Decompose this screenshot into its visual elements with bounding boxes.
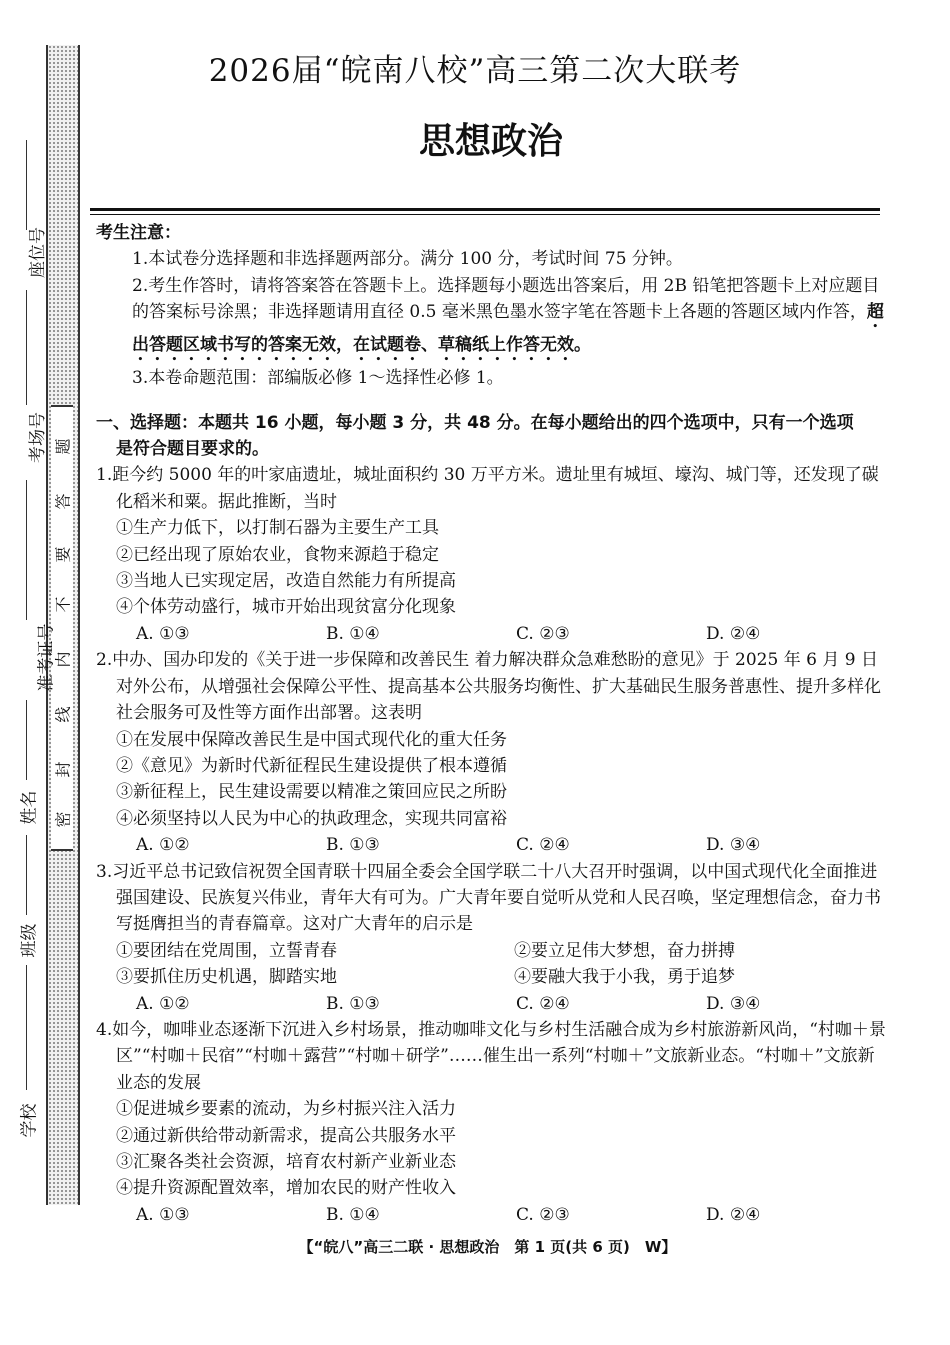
option-c[interactable]: C. ②④ — [516, 835, 570, 856]
option-d[interactable]: D. ②④ — [706, 1204, 761, 1225]
question-1 — [96, 462, 886, 647]
section-heading: 一、选择题：本题共 16 小题，每小题 3 分，共 48 分。在每小题给出的四个选项中，只有一个选项 — [96, 412, 854, 433]
statement: ③汇聚各类社会资源，培育农村新产业新业态 — [116, 1152, 456, 1172]
seal-char: 题 — [53, 438, 73, 455]
option-a[interactable]: A. ①② — [136, 835, 190, 856]
seal-char: 线 — [53, 706, 73, 723]
option-c[interactable]: C. ②③ — [516, 623, 570, 644]
notice-heading: 考生注意： — [96, 223, 181, 243]
seat-number-label: 座位号 — [28, 227, 48, 278]
statement: ①生产力低下，以打制石器为主要生产工具 — [116, 518, 439, 539]
notice-text: 考生作答时，请将答案答在答题卡上。选择题每小题选出答案后，用 2B 铅笔把答题卡上对应题目的答案标号涂黑；非选择题请用直径 0.5 毫米黑色墨水签字笔在答题卡上各题的答题区域内作答， — [132, 275, 880, 323]
statement: ②通过新供给带动新需求，提高公共服务水平 — [116, 1125, 456, 1146]
name-label: 姓名 — [19, 790, 40, 825]
notice-num: 2. — [132, 275, 149, 296]
notice-num: 1. — [132, 249, 149, 270]
seal-char: 封 — [53, 761, 73, 778]
option-c[interactable]: C. ②④ — [516, 993, 570, 1014]
statement: ④个体劳动盛行，城市开始出现贫富分化现象 — [116, 597, 456, 618]
option-b[interactable]: B. ①④ — [326, 1204, 380, 1225]
notice-text: 本卷命题范围：部编版必修 1～选择性必修 1。 — [148, 368, 504, 389]
option-d[interactable]: D. ③④ — [706, 835, 761, 856]
notice-num: 3. — [132, 368, 149, 389]
statement: ①要团结在党周围，立誓青春 — [116, 940, 337, 961]
question-stem: 3.习近平总书记致信祝贺全国青联十四届全委会全国学联二十八大召开时强调，以中国式现代化全面推进强国建设、民族复兴伟业，青年大有可为。广大青年要自觉听从党和人民召唤，坚定理想信念，奋力书写挺膺担当的青春篇章。这对广大青年的启示是 — [96, 861, 881, 935]
exam-title: 2026届“皖南八校”高三第二次大联考 — [208, 53, 742, 89]
question-4 — [96, 1017, 886, 1228]
school-field[interactable] — [26, 965, 27, 1090]
statement: ③要抓住历史机遇，脚踏实地 — [116, 967, 337, 988]
option-a[interactable]: A. ①② — [136, 993, 190, 1014]
school-label: 学校 — [19, 1103, 40, 1138]
header-rule-thin — [90, 214, 880, 215]
statement: ③新征程上，民生建设需要以精准之策回应民之所盼 — [116, 782, 507, 803]
notice-item — [96, 365, 886, 391]
option-d[interactable]: D. ②④ — [706, 623, 761, 644]
exam-room-label: 考场号 — [28, 412, 48, 463]
statement: ③当地人已实现定居，改造自然能力有所提高 — [116, 571, 456, 592]
question-3 — [96, 859, 886, 1017]
answer-options — [96, 832, 886, 858]
statement: ②已经出现了原始农业，食物来源趋于稳定 — [116, 544, 439, 565]
seal-char: 密 — [53, 811, 73, 828]
option-d[interactable]: D. ③④ — [706, 993, 761, 1014]
option-c[interactable]: C. ②③ — [516, 1204, 570, 1225]
header-rule — [90, 208, 880, 211]
seal-char: 不 — [53, 596, 73, 613]
option-b[interactable]: B. ①③ — [326, 835, 380, 856]
answer-options — [96, 991, 886, 1017]
notice-emphasis: 超出答题区域书写的答案无效，在试题卷、草稿纸上作答无效。 — [132, 302, 884, 356]
answer-options — [96, 621, 886, 647]
answer-options — [96, 1202, 886, 1228]
subject-title: 思想政治 — [418, 121, 563, 162]
class-field[interactable] — [26, 835, 27, 915]
statement: ①促进城乡要素的流动，为乡村振兴注入活力 — [116, 1099, 456, 1120]
seal-char: 答 — [53, 493, 73, 510]
name-field[interactable] — [26, 700, 27, 780]
question-stem: 1.距今约 5000 年的叶家庙遗址，城址面积约 30 万平方米。遗址里有城垣、壕沟、城门等，还发现了碳化稻米和粟。据此推断，当时 — [96, 465, 879, 512]
statement: ④提升资源配置效率，增加农民的财产性收入 — [116, 1178, 456, 1199]
option-b[interactable]: B. ①④ — [326, 623, 380, 644]
notice-item — [96, 246, 886, 272]
exam-room-field[interactable] — [26, 290, 27, 405]
page-footer: 【“皖八”高三二联 · 思想政治 第 1 页(共 6 页) W】 — [298, 1238, 677, 1256]
option-a[interactable]: A. ①③ — [136, 1204, 190, 1225]
ticket-number-field[interactable] — [26, 480, 27, 620]
question-stem: 2.中办、国办印发的《关于进一步保障和改善民生 着力解决群众急难愁盼的意见》于 2025 年 6 月 9 日对外公布，从增强社会保障公平性、提高基本公共服务均衡性、扩大基础民生服务普惠性、提升多样化社会服务可及性等方面作出部署。这表明 — [96, 650, 881, 724]
statement: ④必须坚持以人民为中心的执政理念，实现共同富裕 — [116, 808, 507, 829]
statement: ②《意见》为新时代新征程民生建设提供了根本遵循 — [116, 755, 507, 776]
section-heading-cont: 是符合题目要求的。 — [116, 439, 269, 460]
option-b[interactable]: B. ①③ — [326, 993, 380, 1014]
seal-char: 内 — [53, 651, 73, 668]
question-stem: 4.如今，咖啡业态逐渐下沉进入乡村场景，推动咖啡文化与乡村生活融合成为乡村旅游新风尚，“村咖＋景区”“村咖＋民宿”“村咖＋露营”“村咖＋研学”……催生出一系列“村咖＋”文旅新业态。“村咖＋”文旅新业态的发展 — [96, 1019, 886, 1093]
statement: ①在发展中保障改善民生是中国式现代化的重大任务 — [116, 729, 507, 750]
notice-item — [96, 273, 886, 365]
class-label: 班级 — [19, 923, 40, 958]
statement: ②要立足伟大梦想，奋力拼搏 — [514, 940, 735, 961]
page-content — [96, 220, 886, 1228]
statement: ④要融大我于小我，勇于追梦 — [514, 967, 735, 988]
notice-text: 本试卷分选择题和非选择题两部分。满分 100 分，考试时间 75 分钟。 — [148, 249, 683, 270]
question-2 — [96, 647, 886, 858]
seal-char: 要 — [53, 546, 73, 563]
ticket-number-label: 准考证号 — [36, 623, 57, 692]
option-a[interactable]: A. ①③ — [136, 623, 190, 644]
statement-grid — [96, 938, 886, 991]
